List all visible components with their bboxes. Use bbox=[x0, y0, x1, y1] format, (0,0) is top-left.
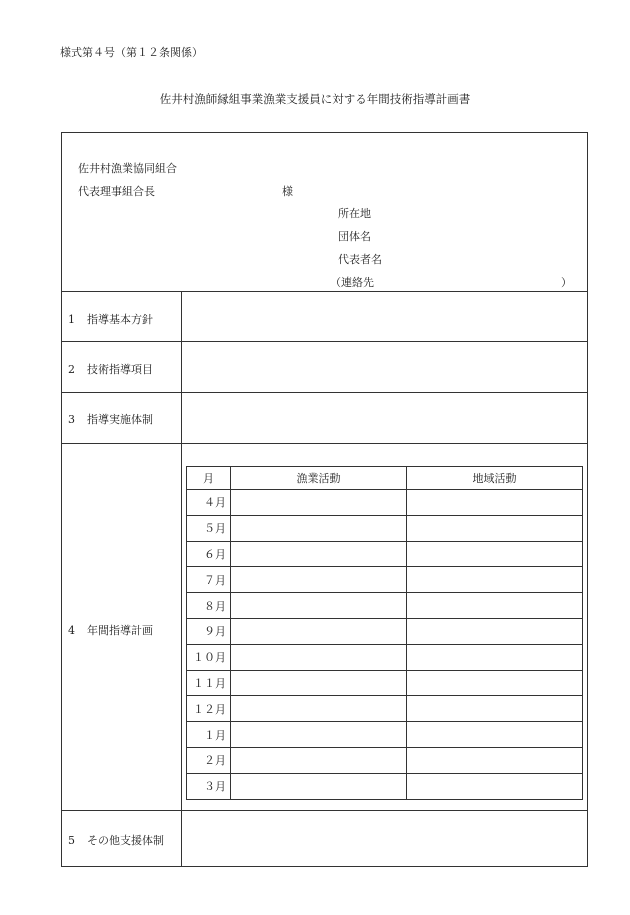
divider bbox=[61, 810, 588, 811]
table-row bbox=[187, 541, 583, 567]
honorific: 様 bbox=[282, 185, 293, 198]
community-activity-cell[interactable] bbox=[407, 670, 583, 696]
section-number: 3 bbox=[68, 413, 75, 426]
fishing-activity-cell[interactable] bbox=[231, 515, 407, 541]
divider bbox=[61, 392, 588, 393]
month-cell: ８月 bbox=[187, 593, 231, 619]
community-activity-cell[interactable] bbox=[407, 696, 583, 722]
section-3-label bbox=[68, 411, 153, 427]
section-title: 指導基本方針 bbox=[87, 313, 153, 326]
section-number: 2 bbox=[68, 363, 75, 376]
month-cell: １月 bbox=[187, 722, 231, 748]
table-row bbox=[187, 670, 583, 696]
community-activity-cell[interactable] bbox=[407, 747, 583, 773]
section-1-label bbox=[68, 311, 153, 327]
header-fishing-activity: 漁業活動 bbox=[231, 467, 407, 490]
fishing-activity-cell[interactable] bbox=[231, 696, 407, 722]
applicant-contact-label: （連絡先 bbox=[330, 276, 374, 289]
table-row bbox=[187, 696, 583, 722]
addressee-rep: 代表理事組合長 bbox=[78, 185, 155, 198]
section-2-label bbox=[68, 361, 153, 377]
month-cell: １２月 bbox=[187, 696, 231, 722]
table-row bbox=[187, 644, 583, 670]
fishing-activity-cell[interactable] bbox=[231, 644, 407, 670]
month-cell: ６月 bbox=[187, 541, 231, 567]
community-activity-cell[interactable] bbox=[407, 593, 583, 619]
month-cell: １０月 bbox=[187, 644, 231, 670]
community-activity-cell[interactable] bbox=[407, 541, 583, 567]
section-4-label bbox=[68, 622, 153, 638]
fishing-activity-cell[interactable] bbox=[231, 490, 407, 516]
addressee-org: 佐井村漁業協同組合 bbox=[78, 162, 177, 175]
community-activity-cell[interactable] bbox=[407, 618, 583, 644]
month-cell: ３月 bbox=[187, 773, 231, 799]
fishing-activity-cell[interactable] bbox=[231, 593, 407, 619]
month-cell: １１月 bbox=[187, 670, 231, 696]
section-number: 1 bbox=[68, 313, 75, 326]
community-activity-cell[interactable] bbox=[407, 567, 583, 593]
header-month: 月 bbox=[187, 467, 231, 490]
month-cell: ５月 bbox=[187, 515, 231, 541]
table-row bbox=[187, 747, 583, 773]
table-row bbox=[187, 515, 583, 541]
community-activity-cell[interactable] bbox=[407, 644, 583, 670]
month-cell: ４月 bbox=[187, 490, 231, 516]
section-title: 指導実施体制 bbox=[87, 413, 153, 426]
community-activity-cell[interactable] bbox=[407, 773, 583, 799]
section-5-label bbox=[68, 832, 164, 848]
fishing-activity-cell[interactable] bbox=[231, 773, 407, 799]
divider bbox=[61, 443, 588, 444]
table-row bbox=[187, 593, 583, 619]
month-cell: ７月 bbox=[187, 567, 231, 593]
fishing-activity-cell[interactable] bbox=[231, 670, 407, 696]
community-activity-cell[interactable] bbox=[407, 490, 583, 516]
column-divider bbox=[181, 291, 182, 867]
month-cell: ２月 bbox=[187, 747, 231, 773]
divider bbox=[61, 341, 588, 342]
section-title: その他支援体制 bbox=[87, 834, 164, 847]
divider bbox=[61, 291, 588, 292]
fishing-activity-cell[interactable] bbox=[231, 567, 407, 593]
header-community-activity: 地域活動 bbox=[407, 467, 583, 490]
fishing-activity-cell[interactable] bbox=[231, 722, 407, 748]
applicant-representative-label: 代表者名 bbox=[338, 253, 382, 266]
fishing-activity-cell[interactable] bbox=[231, 747, 407, 773]
form-number: 様式第４号（第１２条関係） bbox=[60, 46, 203, 59]
table-row bbox=[187, 490, 583, 516]
table-row bbox=[187, 567, 583, 593]
table-row bbox=[187, 618, 583, 644]
section-number: 5 bbox=[68, 834, 75, 847]
fishing-activity-cell[interactable] bbox=[231, 541, 407, 567]
applicant-address-label: 所在地 bbox=[338, 207, 371, 220]
document-title: 佐井村漁師縁組事業漁業支援員に対する年間技術指導計画書 bbox=[159, 92, 471, 106]
annual-plan-table bbox=[186, 466, 583, 800]
applicant-group-label: 団体名 bbox=[338, 230, 371, 243]
fishing-activity-cell[interactable] bbox=[231, 618, 407, 644]
section-title: 技術指導項目 bbox=[87, 363, 153, 376]
table-header-row bbox=[187, 467, 583, 490]
community-activity-cell[interactable] bbox=[407, 515, 583, 541]
section-title: 年間指導計画 bbox=[87, 624, 153, 637]
month-cell: ９月 bbox=[187, 618, 231, 644]
community-activity-cell[interactable] bbox=[407, 722, 583, 748]
table-row bbox=[187, 773, 583, 799]
section-number: 4 bbox=[68, 624, 75, 637]
table-row bbox=[187, 722, 583, 748]
applicant-contact-close: ） bbox=[561, 276, 572, 289]
